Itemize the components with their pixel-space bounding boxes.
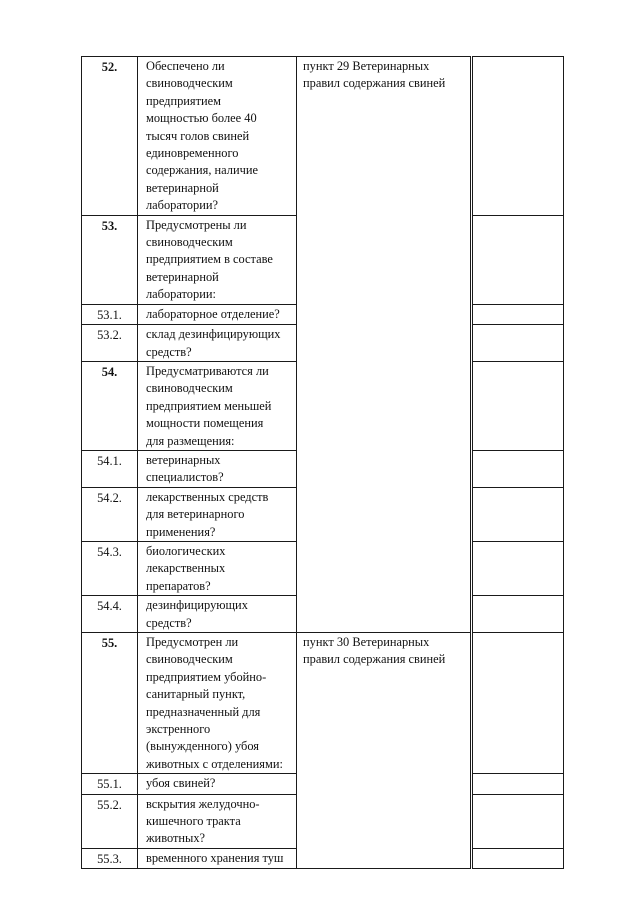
question-text — [138, 451, 296, 487]
answer-cell — [473, 774, 564, 794]
item-number-cell — [82, 450, 138, 487]
question-line: временного хранения туш — [146, 850, 284, 865]
question-line: средств? — [146, 344, 192, 359]
question-line: средств? — [146, 615, 192, 630]
answer-cell — [473, 325, 564, 362]
reference-line: пункт 30 Ветеринарных — [303, 635, 430, 649]
question-text — [138, 362, 296, 450]
answer-cell — [473, 304, 564, 324]
question-line: Предусматриваются ли — [146, 363, 269, 378]
question-line: ветеринарной — [146, 180, 219, 195]
question-line: свиноводческим — [146, 381, 233, 396]
question-line: специалистов? — [146, 470, 224, 485]
question-line: (вынужденного) убоя — [146, 739, 259, 754]
answer-cell — [473, 596, 564, 633]
question-line: препаратов? — [146, 578, 211, 593]
question-line: для размещения: — [146, 433, 235, 448]
question-line: содержания, наличие — [146, 163, 258, 178]
question-text — [138, 57, 296, 215]
question-cell — [138, 57, 297, 216]
reference-cell — [297, 633, 471, 869]
question-line: склад дезинфицирующих — [146, 327, 281, 342]
question-line: убоя свиней? — [146, 776, 216, 791]
question-line: предприятием меньшей — [146, 398, 272, 413]
question-line: кишечного тракта — [146, 814, 241, 829]
question-text — [138, 633, 296, 773]
checklist-table — [81, 56, 564, 869]
item-number-cell — [82, 215, 138, 304]
item-number: 52. — [101, 60, 118, 74]
answer-cell — [473, 633, 564, 774]
item-number: 54.4. — [97, 599, 122, 614]
question-text — [138, 795, 296, 848]
question-text — [138, 216, 296, 304]
item-number: 54. — [101, 364, 118, 379]
question-line: лаборатории: — [146, 287, 216, 302]
question-line: санитарный пункт, — [146, 687, 246, 702]
item-number-cell — [82, 304, 138, 324]
question-line: мощностью более 40 — [146, 111, 257, 126]
question-line: предприятием в составе — [146, 252, 273, 267]
question-line: Предусмотрены ли — [146, 217, 247, 232]
item-number-cell — [82, 541, 138, 595]
question-cell — [138, 633, 297, 774]
question-line: для ветеринарного — [146, 507, 245, 522]
item-number: 54.3. — [97, 544, 122, 559]
item-number: 54.1. — [97, 453, 122, 468]
question-line: тысяч голов свиней — [146, 128, 250, 143]
question-line: ветеринарной — [146, 269, 219, 284]
answer-cell — [473, 541, 564, 595]
question-cell — [138, 361, 297, 450]
question-cell — [138, 541, 297, 595]
question-text — [138, 596, 296, 632]
question-line: дезинфицирующих — [146, 598, 248, 613]
question-text — [138, 542, 296, 595]
item-number: 55.2. — [97, 797, 122, 812]
question-line: ветеринарных — [146, 452, 221, 467]
question-line: Предусмотрен ли — [146, 635, 239, 649]
question-line: лабораторное отделение? — [146, 306, 280, 321]
item-number-cell — [82, 596, 138, 633]
reference-text — [297, 633, 470, 669]
question-line: лекарственных — [146, 561, 226, 576]
answer-cell — [473, 487, 564, 541]
answer-cell — [473, 848, 564, 868]
item-number-cell — [82, 361, 138, 450]
question-line: применения? — [146, 524, 216, 539]
question-line: свиноводческим — [146, 235, 233, 250]
answer-cell — [473, 361, 564, 450]
item-number: 55. — [101, 636, 118, 650]
question-text — [138, 849, 296, 867]
question-line: экстренного — [146, 722, 211, 737]
question-line: свиноводческим — [146, 76, 233, 91]
item-number: 53.2. — [97, 328, 122, 343]
question-cell — [138, 450, 297, 487]
answer-cell — [473, 450, 564, 487]
item-number-cell — [82, 325, 138, 362]
question-cell — [138, 304, 297, 324]
question-cell — [138, 325, 297, 362]
question-line: Обеспечено ли — [146, 59, 225, 73]
question-line: животных? — [146, 831, 206, 846]
question-line: вскрытия желудочно- — [146, 796, 260, 811]
item-number: 53.1. — [97, 307, 122, 322]
question-text — [138, 325, 296, 361]
reference-line: правил содержания свиней — [303, 652, 446, 667]
question-text — [138, 305, 296, 323]
question-line: предприятием убойно- — [146, 669, 267, 684]
item-number-cell — [82, 487, 138, 541]
question-line: свиноводческим — [146, 652, 233, 667]
answer-cell — [473, 794, 564, 848]
item-number: 54.2. — [97, 490, 122, 505]
item-number-cell — [82, 794, 138, 848]
question-line: единовременного — [146, 146, 239, 161]
question-text — [138, 774, 296, 792]
item-number-cell — [82, 848, 138, 868]
question-line: мощности помещения — [146, 416, 264, 431]
question-cell — [138, 794, 297, 848]
item-number: 55.3. — [97, 851, 122, 866]
reference-cell — [297, 57, 471, 633]
reference-line: правил содержания свиней — [303, 76, 446, 91]
question-line: предназначенный для — [146, 704, 261, 719]
question-line: предприятием — [146, 93, 222, 108]
table-row — [82, 633, 564, 774]
item-number-cell — [82, 633, 138, 774]
question-cell — [138, 774, 297, 794]
question-text — [138, 488, 296, 541]
question-line: животных с отделениями: — [146, 756, 283, 771]
answer-cell — [473, 57, 564, 216]
question-cell — [138, 848, 297, 868]
item-number-cell — [82, 774, 138, 794]
question-line: лекарственных средств — [146, 489, 269, 504]
answer-cell — [473, 215, 564, 304]
reference-line: пункт 29 Ветеринарных — [303, 59, 430, 73]
item-number: 55.1. — [97, 777, 122, 792]
table-row — [82, 57, 564, 216]
item-number-cell — [82, 57, 138, 216]
reference-text — [297, 57, 470, 93]
question-cell — [138, 215, 297, 304]
question-cell — [138, 487, 297, 541]
question-line: лаборатории? — [146, 198, 218, 213]
question-line: биологических — [146, 543, 226, 558]
item-number: 53. — [101, 218, 118, 233]
question-cell — [138, 596, 297, 633]
